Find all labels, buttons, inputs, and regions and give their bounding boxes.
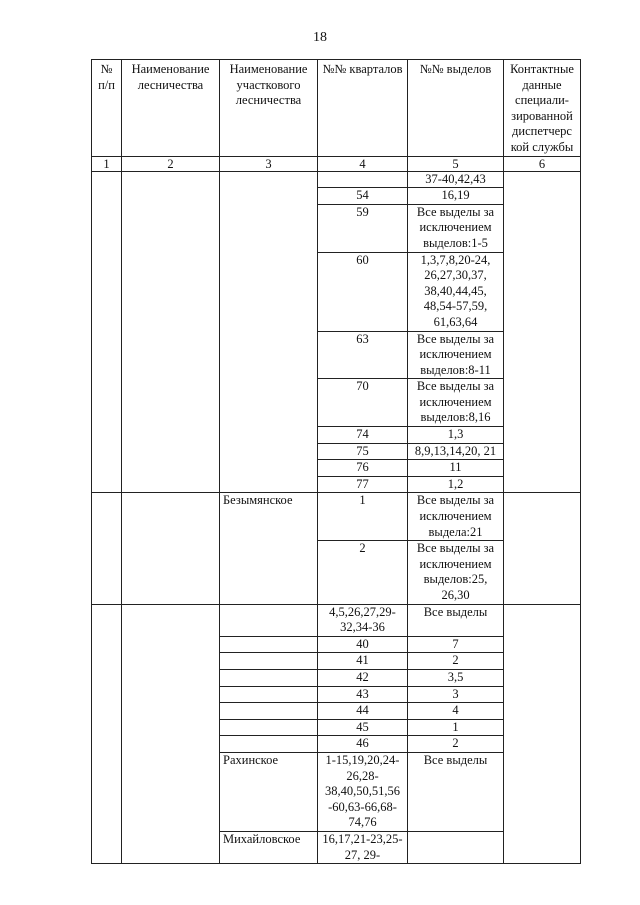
- cell-quarter: 70: [318, 379, 408, 427]
- cell-district-forestry: [220, 703, 318, 720]
- cell-allotments: 1,3,7,8,20-24, 26,27,30,37, 38,40,44,45, 48,54-57,59, 61,63,64: [408, 252, 504, 331]
- header-num: № п/п: [92, 60, 122, 157]
- cell-num: [92, 604, 122, 864]
- cell-allotments: 16,19: [408, 188, 504, 205]
- cell-contacts: [504, 171, 581, 493]
- cell-contacts: [504, 604, 581, 864]
- cell-allotments: Все выделы за исключением выделов:8-11: [408, 331, 504, 379]
- header-contacts: Контактные данные специали-зированной диспетчерс кой службы: [504, 60, 581, 157]
- header-forestry: Наименование лесничества: [122, 60, 220, 157]
- cell-district-forestry: Безымянское: [220, 493, 318, 604]
- header-allotments: №№ выделов: [408, 60, 504, 157]
- cell-quarter: 2: [318, 541, 408, 604]
- cell-allotments: 8,9,13,14,20, 21: [408, 443, 504, 460]
- colnum: 5: [408, 156, 504, 171]
- cell-quarter: 76: [318, 460, 408, 477]
- cell-quarter: 46: [318, 736, 408, 753]
- cell-district-forestry: Михайловское: [220, 831, 318, 863]
- cell-quarter: 44: [318, 703, 408, 720]
- cell-allotments: [408, 831, 504, 863]
- cell-num: [92, 171, 122, 493]
- cell-allotments: 37-40,42,43: [408, 171, 504, 188]
- cell-allotments: 2: [408, 653, 504, 670]
- cell-quarter: 1-15,19,20,24-26,28-38,40,50,51,56 -60,63-66,68-74,76: [318, 752, 408, 831]
- cell-allotments: Все выделы: [408, 752, 504, 831]
- cell-district-forestry: [220, 653, 318, 670]
- header-row: [92, 60, 581, 157]
- cell-quarter: 1: [318, 493, 408, 541]
- cell-quarter: 60: [318, 252, 408, 331]
- page-number: 18: [313, 30, 327, 45]
- column-numbers-row: [92, 156, 581, 171]
- cell-allotments: 3,5: [408, 669, 504, 686]
- cell-forestry: [122, 493, 220, 604]
- cell-contacts: [504, 493, 581, 604]
- cell-num: [92, 493, 122, 604]
- cell-quarter: 74: [318, 427, 408, 444]
- table-row: [92, 171, 581, 188]
- cell-district-forestry: [220, 686, 318, 703]
- cell-allotments: 1: [408, 719, 504, 736]
- cell-allotments: 7: [408, 636, 504, 653]
- cell-district-forestry: [220, 736, 318, 753]
- cell-quarter: 42: [318, 669, 408, 686]
- colnum: 2: [122, 156, 220, 171]
- cell-allotments: Все выделы: [408, 604, 504, 636]
- cell-allotments: Все выделы за исключением выдела:21: [408, 493, 504, 541]
- cell-quarter: 4,5,26,27,29-32,34-36: [318, 604, 408, 636]
- table-row: [92, 493, 581, 541]
- cell-allotments: 2: [408, 736, 504, 753]
- cell-allotments: 11: [408, 460, 504, 477]
- table-row: [92, 604, 581, 636]
- cell-quarter: 75: [318, 443, 408, 460]
- colnum: 1: [92, 156, 122, 171]
- cell-district-forestry: [220, 171, 318, 493]
- cell-forestry: [122, 604, 220, 864]
- cell-allotments: 1,2: [408, 476, 504, 493]
- cell-allotments: 4: [408, 703, 504, 720]
- forestry-table: [91, 59, 581, 864]
- cell-allotments: 1,3: [408, 427, 504, 444]
- cell-quarter: 54: [318, 188, 408, 205]
- cell-district-forestry: [220, 719, 318, 736]
- colnum: 6: [504, 156, 581, 171]
- cell-quarter: 59: [318, 204, 408, 252]
- cell-district-forestry: [220, 636, 318, 653]
- cell-district-forestry: [220, 669, 318, 686]
- colnum: 3: [220, 156, 318, 171]
- cell-quarter: 43: [318, 686, 408, 703]
- cell-quarter: 77: [318, 476, 408, 493]
- cell-forestry: [122, 171, 220, 493]
- cell-quarter: 16,17,21-23,25-27, 29-: [318, 831, 408, 863]
- cell-district-forestry: Рахинское: [220, 752, 318, 831]
- cell-allotments: Все выделы за исключением выделов:25, 26,30: [408, 541, 504, 604]
- cell-district-forestry: [220, 604, 318, 636]
- cell-allotments: Все выделы за исключением выделов:1-5: [408, 204, 504, 252]
- cell-quarter: 63: [318, 331, 408, 379]
- cell-allotments: Все выделы за исключением выделов:8,16: [408, 379, 504, 427]
- cell-quarter: 40: [318, 636, 408, 653]
- header-quarters: №№ кварталов: [318, 60, 408, 157]
- header-district-forestry: Наименование участкового лесничества: [220, 60, 318, 157]
- colnum: 4: [318, 156, 408, 171]
- cell-quarter: [318, 171, 408, 188]
- cell-quarter: 45: [318, 719, 408, 736]
- cell-allotments: 3: [408, 686, 504, 703]
- cell-quarter: 41: [318, 653, 408, 670]
